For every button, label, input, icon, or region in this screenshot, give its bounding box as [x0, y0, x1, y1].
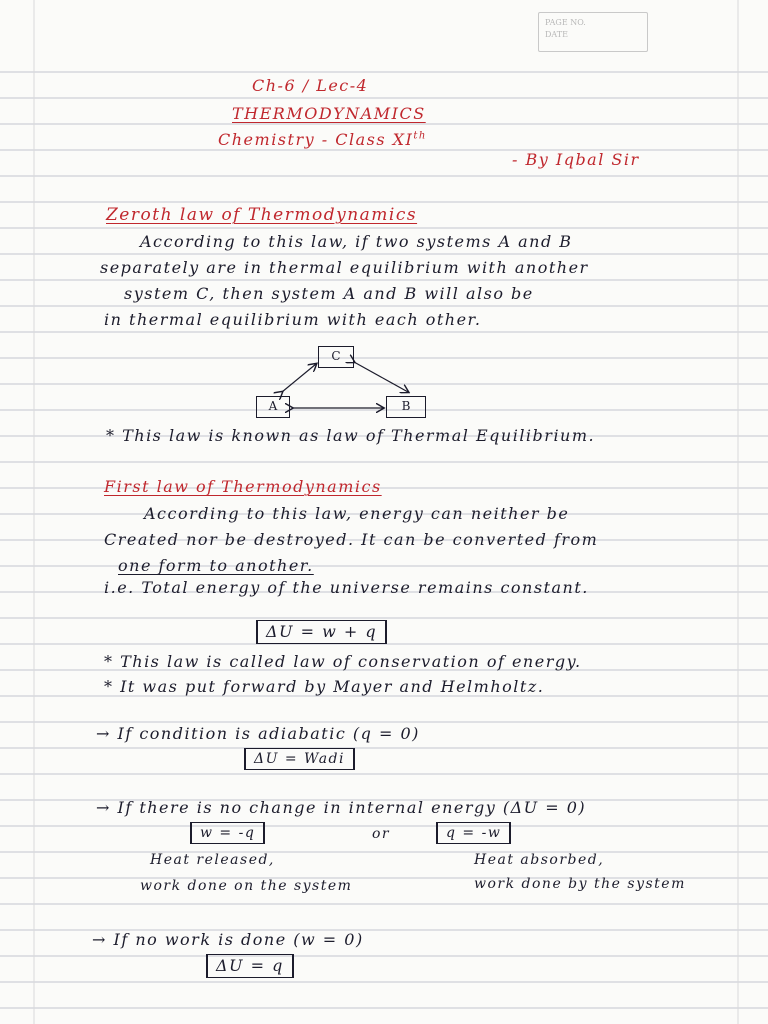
- system-c-box: C: [318, 346, 354, 368]
- no-work-case: → If no work is done (w = 0): [92, 930, 364, 949]
- arrow-c-b: [354, 362, 408, 392]
- zeroth-line-2: separately are in thermal equilibrium with another: [100, 258, 589, 277]
- zeroth-line-4: in thermal equilibrium with each other.: [104, 310, 482, 329]
- adiabatic-case: → If condition is adiabatic (q = 0): [96, 724, 420, 743]
- page-title: THERMODYNAMICS: [232, 104, 426, 123]
- zeroth-law-heading: Zeroth law of Thermodynamics: [106, 205, 418, 225]
- zeroth-line-1: According to this law, if two systems A and B: [140, 232, 573, 251]
- work-by-system-label: work done by the system: [474, 876, 686, 892]
- first-note-1: * This law is called law of conservation of energy.: [104, 652, 582, 671]
- subject-superscript: th: [413, 130, 427, 142]
- stamp-date-label: DATE: [545, 30, 568, 39]
- first-law-equation: ΔU = w + q: [256, 620, 387, 644]
- zeroth-line-3: system C, then system A and B will also be: [124, 284, 534, 303]
- first-line-3: one form to another.: [118, 556, 314, 575]
- no-change-eq-left: w = -q: [190, 822, 265, 844]
- system-b-box: B: [386, 396, 426, 418]
- subject-text: Chemistry - Class XI: [218, 130, 414, 149]
- arrow-a-c: [282, 364, 316, 392]
- or-label: or: [372, 826, 391, 842]
- heat-released-label: Heat released,: [150, 852, 275, 868]
- zeroth-note: * This law is known as law of Thermal Equilibrium.: [106, 426, 596, 445]
- no-change-eq-right: q = -w: [436, 822, 511, 844]
- first-law-heading: First law of Thermodynamics: [104, 477, 382, 496]
- system-a-box: A: [256, 396, 290, 418]
- work-on-system-label: work done on the system: [140, 878, 353, 894]
- heat-absorbed-label: Heat absorbed,: [474, 852, 605, 868]
- first-line-1: According to this law, energy can neither be: [144, 504, 570, 523]
- author-credit: - By Iqbal Sir: [512, 150, 640, 169]
- first-note-2: * It was put forward by Mayer and Helmholtz.: [104, 677, 545, 696]
- no-work-equation: ΔU = q: [206, 954, 294, 978]
- first-line-4: i.e. Total energy of the universe remains constant.: [104, 578, 589, 597]
- adiabatic-equation: ΔU = Wadi: [244, 748, 355, 770]
- first-line-2: Created nor be destroyed. It can be converted from: [104, 530, 599, 549]
- lecture-number: Ch-6 / Lec-4: [252, 76, 369, 95]
- no-change-case: → If there is no change in internal energy (ΔU = 0): [96, 798, 587, 817]
- stamp-page-label: PAGE NO.: [545, 18, 586, 27]
